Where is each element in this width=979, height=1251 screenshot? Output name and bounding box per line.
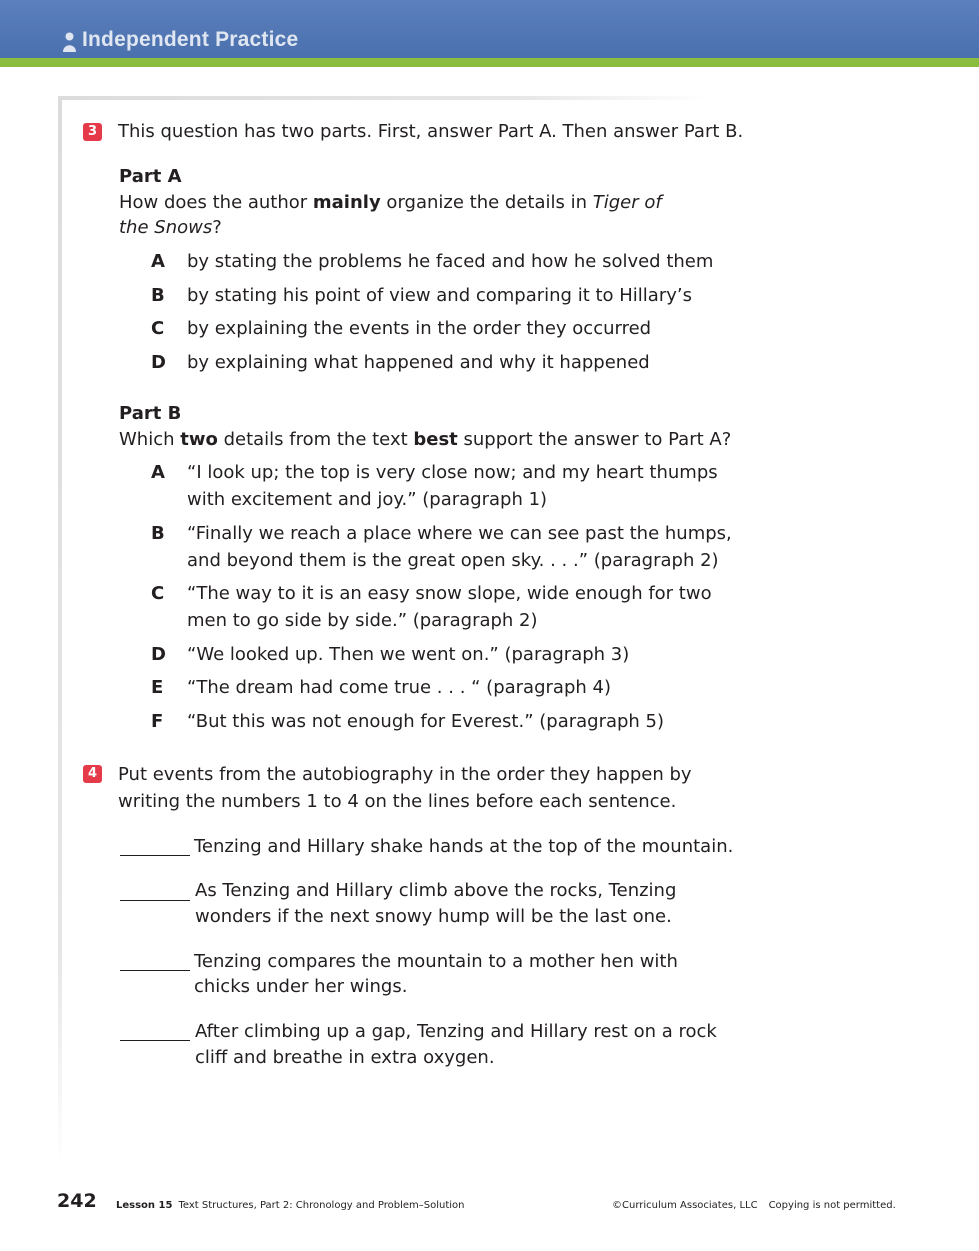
option-text[interactable]: “But this was not enough for Everest.” (paragraph 5) — [187, 711, 665, 732]
page-number: 242 — [57, 1190, 97, 1212]
option-text[interactable]: by stating his point of view and comparing it to Hillary’s — [187, 285, 692, 306]
option-letter[interactable]: E — [151, 677, 164, 698]
option-letter[interactable]: F — [151, 711, 164, 732]
option-text[interactable]: “Finally we reach a place where we can see past the humps, — [187, 523, 732, 544]
option-letter[interactable]: C — [151, 583, 165, 604]
option-letter[interactable]: A — [151, 251, 165, 272]
copyright-notice: ©Curriculum Associates, LLC Copying is not permitted. — [612, 1200, 896, 1211]
option-text-cont[interactable]: men to go side by side.” (paragraph 2) — [187, 610, 538, 631]
lesson-caption: Lesson 15 Text Structures, Part 2: Chronology and Problem–Solution — [116, 1200, 465, 1211]
option-letter[interactable]: D — [151, 352, 166, 373]
event-text-cont: wonders if the next snowy hump will be the last one. — [195, 906, 672, 927]
question-prompt: Put events from the autobiography in the order they happen by — [118, 764, 692, 785]
option-letter[interactable]: D — [151, 644, 166, 665]
question-prompt-cont: writing the numbers 1 to 4 on the lines before each sentence. — [118, 791, 677, 812]
option-text[interactable]: by explaining what happened and why it happened — [187, 352, 650, 373]
header-stripe — [0, 58, 979, 67]
answer-blank[interactable] — [120, 1040, 190, 1041]
event-text: As Tenzing and Hillary climb above the rocks, Tenzing — [195, 880, 677, 901]
part-b-question: Which two details from the text best support the answer to Part A? — [119, 429, 732, 450]
event-text: After climbing up a gap, Tenzing and Hillary rest on a rock — [195, 1021, 717, 1042]
question-prompt: This question has two parts. First, answer Part A. Then answer Part B. — [118, 121, 744, 142]
option-letter[interactable]: C — [151, 318, 165, 339]
part-a-question: How does the author mainly organize the details in Tiger of — [119, 192, 662, 213]
answer-blank[interactable] — [120, 970, 190, 971]
event-text-cont: chicks under her wings. — [194, 976, 408, 997]
answer-blank[interactable] — [120, 855, 190, 856]
panel-border-top — [58, 96, 708, 100]
section-title: Independent Practice — [82, 28, 299, 51]
answer-blank[interactable] — [120, 900, 190, 901]
option-text[interactable]: “The way to it is an easy snow slope, wide enough for two — [187, 583, 712, 604]
option-text[interactable]: “I look up; the top is very close now; and my heart thumps — [187, 462, 718, 483]
option-text-cont[interactable]: with excitement and joy.” (paragraph 1) — [187, 489, 548, 510]
option-letter[interactable]: A — [151, 462, 165, 483]
event-text-cont: cliff and breathe in extra oxygen. — [195, 1047, 495, 1068]
option-text[interactable]: by stating the problems he faced and how he solved them — [187, 251, 714, 272]
part-a-question-cont: the Snows? — [119, 217, 222, 238]
part-b-heading: Part B — [119, 403, 182, 424]
option-text[interactable]: “We looked up. Then we went on.” (paragraph 3) — [187, 644, 630, 665]
option-text-cont[interactable]: and beyond them is the great open sky. . . .” (paragraph 2) — [187, 550, 719, 571]
question-number-badge: 4 — [83, 765, 102, 783]
option-letter[interactable]: B — [151, 285, 165, 306]
option-text[interactable]: “The dream had come true . . . “ (paragraph 4) — [187, 677, 611, 698]
event-text: Tenzing and Hillary shake hands at the top of the mountain. — [194, 836, 734, 857]
panel-border-left — [58, 96, 62, 1166]
event-text: Tenzing compares the mountain to a mother hen with — [194, 951, 678, 972]
option-text[interactable]: by explaining the events in the order they occurred — [187, 318, 652, 339]
part-a-heading: Part A — [119, 166, 182, 187]
option-letter[interactable]: B — [151, 523, 165, 544]
question-number-badge: 3 — [83, 123, 102, 141]
